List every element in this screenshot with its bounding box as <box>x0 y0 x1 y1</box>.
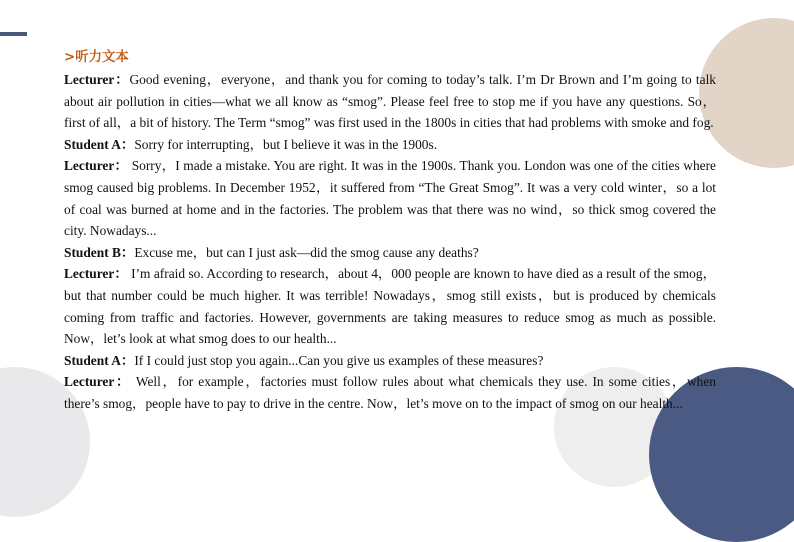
transcript-paragraph <box>64 134 716 156</box>
speaker-label: Student A： <box>64 352 135 368</box>
speech-text: I’m afraid so. According to research，about 4，000 people are known to have died as a result of the smog，but that number could be much higher. It was terrible! Nowadays，smog still exists，but is produced by chemicals coming from traffic and factories. However, governments are taking measures to reduce smog as much as possible. Now，let’s look at what smog does to our health... <box>64 266 716 347</box>
speech-text: Excuse me，but can I just ask—did the smog cause any deaths? <box>134 244 479 260</box>
speech-text: If I could just stop you again...Can you give us examples of these measures? <box>134 352 544 368</box>
transcript-paragraph <box>64 69 716 134</box>
transcript-paragraph <box>64 350 716 372</box>
speaker-label: Lecturer： <box>64 72 130 87</box>
transcript-paragraph <box>64 242 716 264</box>
speaker-label: Student B： <box>64 244 135 260</box>
speech-text: Well，for example，factories must follow rules about what chemicals they use. In some cities，when there’s smog，people have to pay to drive in the centre. Now，let’s move on to the impact of smog on our health... <box>64 374 716 411</box>
transcript-paragraph <box>64 371 716 414</box>
speaker-label: Lecturer： <box>64 158 129 174</box>
transcript-paragraph <box>64 155 716 241</box>
speaker-label: Lecturer： <box>64 374 132 390</box>
speech-text: Good evening，everyone，and thank you for coming to today’s talk. I’m Dr Brown and I’m going to talk about air pollution in cities—what we all know as “smog”. Please feel free to stop me if you have any questions. So，first of all，a bit of history. The Term “smog” was first used in the 1800s in cities that had problems with smoke and fog. <box>64 72 716 131</box>
transcript-paragraph <box>64 263 716 349</box>
transcript <box>64 48 716 415</box>
accent-bar <box>0 32 27 36</box>
speech-text: Sorry for interrupting，but I believe it was in the 1900s. <box>134 136 438 152</box>
section-heading: >听力文本 <box>64 50 129 65</box>
speaker-label: Lecturer： <box>64 266 128 282</box>
speaker-label: Student A： <box>64 136 135 152</box>
speech-text: Sorry，I made a mistake. You are right. It was in the 1900s. Thank you. London was one of the cities where smog caused big problems. In December 1952，it suffered from “The Great Smog”. It was a very cold winter，so a lot of coal was burned at home and in the factories. The problem was that there was no wind，so thick smog covered the city. Nowadays... <box>64 158 716 239</box>
